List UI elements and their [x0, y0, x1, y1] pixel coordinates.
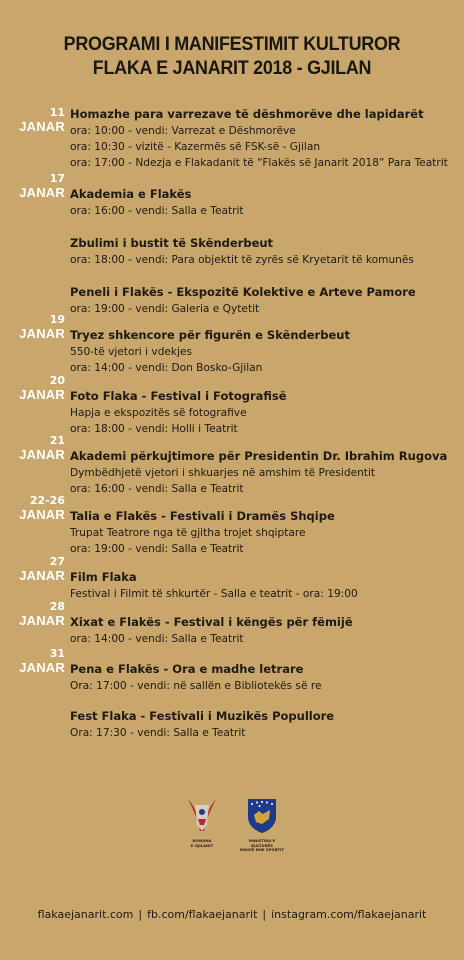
- event-detail: ora: 18:00 - vendi: Holli i Teatrit: [70, 423, 238, 435]
- event-title: Homazhe para varrezave të dëshmorëve dhe lapidarët: [70, 107, 424, 121]
- event-detail: Ora: 17:30 - vendi: Salla e Teatrit: [70, 727, 246, 739]
- event-title: Akademia e Flakës: [70, 187, 192, 201]
- facebook-link[interactable]: fb.com/flakaejanarit: [147, 908, 258, 921]
- title-line-2: FLAKA E JANARIT 2018 - GJILAN: [92, 57, 372, 79]
- footer-separator: |: [138, 908, 143, 921]
- event-day: 28: [49, 600, 65, 613]
- event-item: [0, 494, 464, 557]
- event-date: [8, 494, 65, 522]
- event-title: Tryez shkencore për figurën e Skënderbeut: [70, 328, 350, 342]
- event-month: JANAR: [19, 507, 65, 522]
- header: [0, 32, 464, 80]
- komuna-gjilan-logo: [183, 795, 221, 850]
- event-month: JANAR: [19, 568, 65, 583]
- footer-separator: |: [262, 908, 267, 921]
- event-date: [8, 106, 65, 134]
- event-item: [0, 434, 464, 497]
- event-day: 22-26: [29, 494, 65, 507]
- event-title: Foto Flaka - Festival i Fotografisë: [70, 389, 287, 403]
- event-detail: ora: 17:00 - Ndezja e Flakadanit të “Flakës së Janarit 2018” Para Teatrit: [70, 157, 448, 169]
- event-item: [0, 172, 464, 219]
- event-detail: Festival i Filmit të shkurtër - Salla e teatrit - ora: 19:00: [70, 588, 358, 600]
- event-month: JANAR: [19, 447, 65, 462]
- ministria-logo: [240, 795, 284, 850]
- event-detail: Dymbëdhjetë vjetori i shkuarjes në amshim të Presidentit: [70, 467, 376, 479]
- event-detail: 550-të vjetori i vdekjes: [70, 346, 193, 358]
- event-date: [8, 555, 65, 583]
- kosovo-shield-icon: [240, 795, 284, 835]
- footer: [0, 908, 464, 921]
- event-day: 19: [49, 313, 65, 326]
- event-title: Peneli i Flakës - Ekspozitë Kolektive e Arteve Pamore: [70, 285, 416, 299]
- logos-row: [0, 795, 464, 855]
- event-item: [0, 647, 464, 694]
- instagram-link[interactable]: instagram.com/flakaejanarit: [271, 908, 427, 921]
- ministria-caption-2: RINISË DHE SPORTIT: [240, 847, 284, 852]
- event-item: [0, 708, 464, 741]
- event-day: 21: [49, 434, 65, 447]
- events-list: [0, 106, 464, 741]
- event-day: 11: [49, 106, 65, 119]
- event-month: JANAR: [19, 326, 65, 341]
- event-month: JANAR: [19, 185, 65, 200]
- event-item: [0, 374, 464, 437]
- title-line-1: PROGRAMI I MANIFESTIMIT KULTUROR: [63, 33, 401, 55]
- event-item: [0, 106, 464, 171]
- event-date: [8, 600, 65, 628]
- event-item: [0, 284, 464, 317]
- event-title: Pena e Flakës - Ora e madhe letrare: [70, 662, 304, 676]
- event-detail: Ora: 17:00 - vendi: në sallën e Bibliotekës së re: [70, 680, 322, 692]
- event-detail: ora: 18:00 - vendi: Para objektit të zyrës së Kryetarit të komunës: [70, 254, 414, 266]
- event-title: Talia e Flakës - Festivali i Dramës Shqipe: [70, 509, 335, 523]
- event-detail: ora: 16:00 - vendi: Salla e Teatrit: [70, 205, 244, 217]
- event-day: 17: [49, 172, 65, 185]
- event-detail: ora: 14:00 - vendi: Don Bosko-Gjilan: [70, 362, 263, 374]
- event-date: [8, 434, 65, 462]
- event-date: [8, 313, 65, 341]
- event-title: Fest Flaka - Festivali i Muzikës Popullore: [70, 709, 335, 723]
- event-detail: ora: 14:00 - vendi: Salla e Teatrit: [70, 633, 244, 645]
- event-item: [0, 555, 464, 602]
- event-day: 31: [49, 647, 65, 660]
- event-date: [8, 374, 65, 402]
- komuna-caption-2: E GJILANIT: [190, 842, 214, 848]
- event-month: JANAR: [19, 660, 65, 675]
- event-item: [0, 313, 464, 376]
- event-month: JANAR: [19, 387, 65, 402]
- event-date: [8, 647, 65, 675]
- event-title: Zbulimi i bustit të Skënderbeut: [70, 236, 274, 250]
- event-day: 27: [49, 555, 65, 568]
- event-title: Film Flaka: [70, 570, 137, 584]
- event-title: Xixat e Flakës - Festival i këngës për fëmijë: [70, 615, 353, 629]
- event-detail: ora: 10:30 - vizitë - Kazermës së FSK-së - Gjilan: [70, 141, 321, 153]
- event-day: 20: [49, 374, 65, 387]
- event-item: [0, 600, 464, 647]
- event-detail: Trupat Teatrore nga të gjitha trojet shqiptare: [70, 527, 306, 539]
- website-link[interactable]: flakaejanarit.com: [37, 908, 134, 921]
- event-detail: ora: 16:00 - vendi: Salla e Teatrit: [70, 483, 244, 495]
- event-title: Akademi përkujtimore për Presidentin Dr. Ibrahim Rugova: [70, 449, 448, 463]
- komuna-emblem-icon: [183, 795, 221, 835]
- event-month: JANAR: [19, 613, 65, 628]
- komuna-caption-1: KOMUNA: [192, 838, 212, 843]
- event-item: [0, 235, 464, 268]
- event-detail: ora: 10:00 - vendi: Varrezat e Dëshmorëve: [70, 125, 296, 137]
- ministria-caption-1: MINISTRIA E KULTURËS: [248, 838, 276, 848]
- event-month: JANAR: [19, 119, 65, 134]
- event-detail: ora: 19:00 - vendi: Galeria e Qytetit: [70, 303, 260, 315]
- event-detail: Hapja e ekspozitës së fotografive: [70, 407, 247, 419]
- event-date: [8, 172, 65, 200]
- event-detail: ora: 19:00 - vendi: Salla e Teatrit: [70, 543, 244, 555]
